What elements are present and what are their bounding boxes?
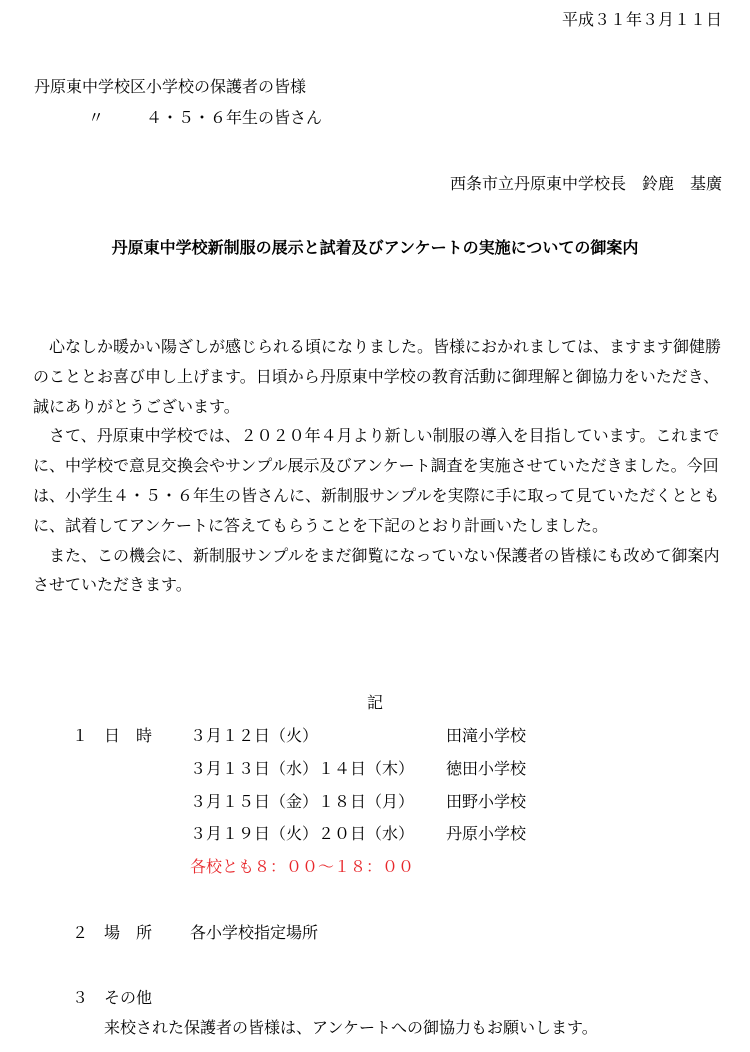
sender-line: 西条市立丹原東中学校長 鈴鹿 基廣 — [449, 174, 722, 193]
schedule-school: 田野小学校 — [446, 792, 527, 811]
schedule-school: 丹原小学校 — [446, 824, 527, 843]
time-note: 各校とも８：００～１８：００ — [190, 857, 415, 876]
ditto-mark: 〃 — [88, 108, 105, 127]
document-date: 平成３１年３月１１日 — [561, 10, 722, 29]
document-title: 丹原東中学校新制服の展示と試着及びアンケートの実施についての御案内 — [111, 238, 639, 257]
item-2-label: 場 所 — [104, 923, 153, 942]
item-2-number: ２ — [72, 923, 89, 942]
paragraph-2: さて、丹原東中学校では、２０２０年４月より新しい制服の導入を目指しています。これまでに、中学校で意見交換会やサンプル展示及びアンケート調査を実施させていただきました。今回は、小学生４・５・６年生の皆さんに、新制服サンプルを実際に手に取って見ていただくとともに、試着してアンケートに答えてもらうことを下記のとおり計画いたしました。 — [33, 426, 720, 535]
schedule-dates: ３月１９日（火）２０日（水） — [190, 824, 415, 843]
item-3-number: ３ — [72, 988, 89, 1007]
paragraph-3: また、この機会に、新制服サンプルをまだ御覧になっていない保護者の皆様にも改めて御案内させていただきます。 — [33, 545, 720, 595]
schedule-school: 田滝小学校 — [446, 726, 527, 745]
schedule-dates: ３月１２日（火） — [190, 726, 319, 745]
paragraph-1: 心なしか暖かい陽ざしが感じられる頃になりました。皆様におかれましては、ますます御健勝のこととお喜び申し上げます。日頃から丹原東中学校の教育活動に御理解と御協力をいただき、誠にありがとうございます。 — [33, 337, 722, 416]
recipient-line-1: 丹原東中学校区小学校の保護者の皆様 — [34, 77, 307, 96]
item-3-value: 来校された保護者の皆様は、アンケートへの御協力もお願いします。 — [104, 1018, 598, 1037]
item-2-value: 各小学校指定場所 — [190, 923, 319, 942]
schedule-dates: ３月１３日（水）１４日（木） — [190, 759, 415, 778]
ki-heading: 記 — [366, 693, 383, 712]
item-3-label: その他 — [104, 988, 153, 1007]
item-1-label: 日 時 — [104, 726, 153, 745]
item-1-number: １ — [72, 726, 89, 745]
schedule-school: 徳田小学校 — [446, 759, 527, 778]
schedule-dates: ３月１５日（金）１８日（月） — [190, 792, 415, 811]
recipient-line-2: ４・５・６年生の皆さん — [146, 108, 323, 127]
body-text — [33, 332, 723, 600]
